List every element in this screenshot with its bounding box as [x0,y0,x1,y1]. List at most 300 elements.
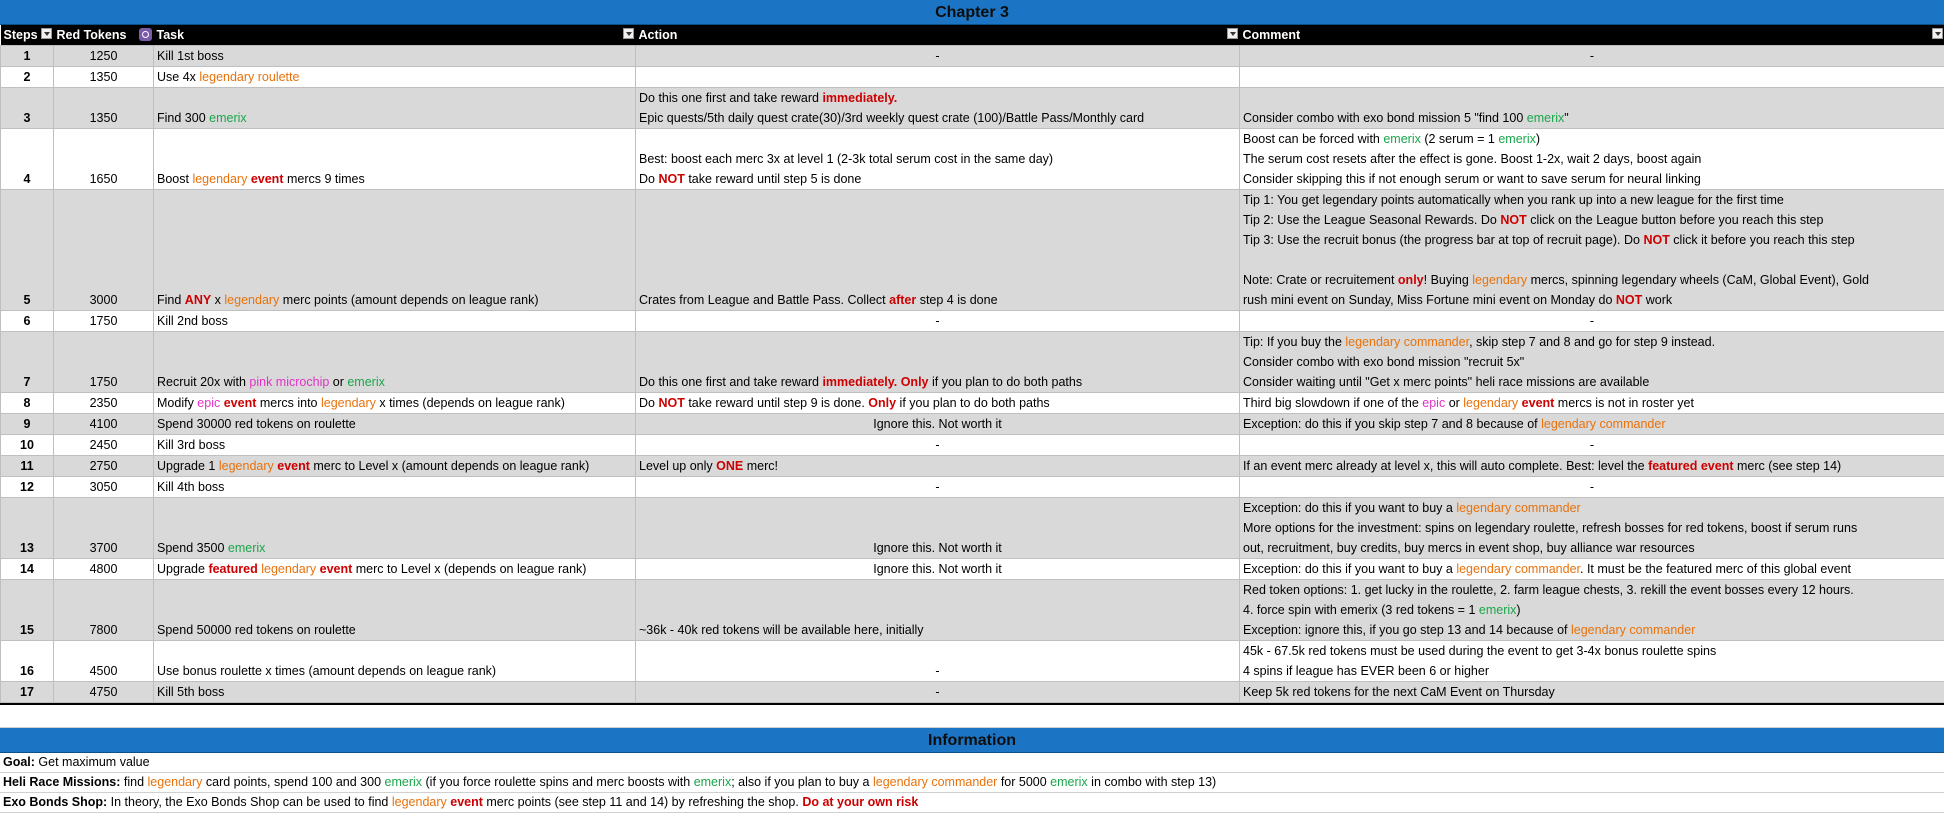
cell-comment[interactable] [1240,559,1944,580]
cell-task[interactable] [154,682,636,703]
cell-line [1243,456,1941,476]
header-action [636,25,1240,46]
cell-red-tokens[interactable]: 1750 [54,311,154,332]
text-segment: - [1590,314,1594,328]
text-segment: Tip 2: Use the League Seasonal Rewards. Do [1243,213,1500,227]
cell-line [639,311,1236,331]
cell-line [1243,46,1941,66]
cell-line [157,414,632,434]
cell-line [157,67,632,87]
cell-line [1243,682,1941,702]
cell-task[interactable] [154,456,636,477]
text-segment: Consider waiting until "Get x merc points" heli race missions are available [1243,375,1649,389]
text-segment: Boost can be forced with [1243,132,1383,146]
table-row [1,641,1944,682]
text-segment: Do [639,396,658,410]
text-segment: legendary commander [873,775,997,789]
text-segment: Find [157,293,185,307]
cell-action[interactable] [636,393,1240,414]
text-segment: emerix [347,375,385,389]
cell-comment[interactable] [1240,311,1944,332]
filter-dropdown-icon[interactable] [623,28,634,39]
text-segment: immediately. [822,91,897,105]
text-segment: featured event [1648,459,1733,473]
text-segment: epic [1422,396,1445,410]
cell-step[interactable]: 6 [1,311,54,332]
cell-red-tokens[interactable]: 3050 [54,477,154,498]
text-segment: immediately. Only [822,375,928,389]
header-red-tokens [54,25,154,46]
text-segment: , skip step 7 and 8 and go for step 9 instead. [1469,335,1715,349]
text-segment: step 4 is done [916,293,997,307]
cell-comment[interactable] [1240,435,1944,456]
cell-line [639,620,1236,640]
text-segment: (2 serum = 1 [1421,132,1498,146]
text-segment: click it before you reach this step [1670,233,1855,247]
cell-red-tokens[interactable]: 1750 [54,332,154,393]
table-row [1,88,1944,129]
table-row [1,332,1944,393]
cell-step[interactable]: 1 [1,46,54,67]
cell-line [1243,290,1941,310]
text-segment: emerix [209,111,247,125]
text-segment: Upgrade [157,562,208,576]
cell-step[interactable]: 9 [1,414,54,435]
cell-line [639,559,1236,579]
text-segment: If an event merc already at level x, this will auto complete. Best: level the [1243,459,1648,473]
info-line[interactable] [0,773,1944,793]
text-segment: work [1642,293,1672,307]
cell-line [1243,210,1941,230]
cell-action[interactable] [636,435,1240,456]
chapter-title: Chapter 3 [0,0,1944,25]
text-segment: Exception: ignore this, if you go step 13 and 14 because of [1243,623,1571,637]
text-segment: legendary commander [1541,417,1665,431]
text-segment: 4 spins if league has EVER been 6 or higher [1243,664,1489,678]
text-segment: Do at your own risk [802,795,918,809]
cell-red-tokens[interactable]: 1250 [54,46,154,67]
cell-line [1243,600,1941,620]
cell-line [157,538,632,558]
cell-comment[interactable] [1240,682,1944,703]
cell-comment[interactable] [1240,67,1944,88]
cell-line [157,620,632,640]
cell-line [1243,414,1941,434]
filter-dropdown-icon[interactable] [1227,28,1238,39]
text-segment: Do this one first and take reward [639,91,822,105]
cell-step[interactable]: 3 [1,88,54,129]
table-row [1,311,1944,332]
text-segment: - [935,438,939,452]
text-segment: Use bonus roulette x times (amount depends on league rank) [157,664,496,678]
text-segment: Tip 3: Use the recruit bonus (the progress bar at top of recruit page). Do [1243,233,1643,247]
cell-action[interactable] [636,641,1240,682]
cell-task[interactable] [154,477,636,498]
cell-line [639,108,1236,128]
text-segment: Exception: do this if you want to buy a [1243,562,1456,576]
cell-red-tokens[interactable]: 4500 [54,641,154,682]
text-segment: legendary [192,172,247,186]
text-segment: legendary [224,293,279,307]
cell-action[interactable] [636,682,1240,703]
cell-comment[interactable] [1240,414,1944,435]
cell-action[interactable] [636,414,1240,435]
text-segment: (if you force roulette spins and merc boosts with [422,775,694,789]
cell-task[interactable] [154,435,636,456]
cell-line [1243,559,1941,579]
text-segment: event [1522,396,1555,410]
cell-task[interactable] [154,67,636,88]
cell-comment[interactable] [1240,477,1944,498]
text-segment: emerix [1527,111,1565,125]
text-segment: Consider combo with exo bond mission 5 "find 100 [1243,111,1527,125]
cell-red-tokens[interactable]: 3000 [54,190,154,311]
cell-action[interactable] [636,311,1240,332]
information-title: Information [0,728,1944,753]
text-segment: Best: boost each merc 3x at level 1 (2-3k total serum cost in the same day) [639,152,1053,166]
text-segment: Tip: If you buy the [1243,335,1345,349]
text-segment: Ignore this. Not worth it [873,541,1002,555]
table-row [1,46,1944,67]
text-segment: mercs, spinning legendary wheels (CaM, Global Event), Gold [1527,273,1869,287]
cell-line [157,682,632,702]
text-segment: Crates from League and Battle Pass. Collect [639,293,889,307]
cell-action[interactable] [636,67,1240,88]
header-task-label: Task [157,28,185,42]
cell-line [157,661,632,681]
info-line[interactable] [0,793,1944,813]
text-segment: Modify [157,396,197,410]
cell-comment[interactable] [1240,332,1944,393]
cell-step[interactable]: 11 [1,456,54,477]
text-segment: Use 4x [157,70,199,84]
table-row [1,682,1944,703]
text-segment: Exo Bonds Shop: [3,795,107,809]
text-segment: Spend 50000 red tokens on roulette [157,623,356,637]
cell-red-tokens[interactable]: 4750 [54,682,154,703]
text-segment: NOT [1643,233,1669,247]
information-section [0,753,1944,813]
text-segment: Kill 3rd boss [157,438,225,452]
cell-line [1243,311,1941,331]
cell-task[interactable] [154,88,636,129]
text-segment: Only [868,396,896,410]
cell-line [1243,169,1941,189]
cell-comment[interactable] [1240,46,1944,67]
cell-step[interactable]: 12 [1,477,54,498]
text-segment: - [935,314,939,328]
text-segment: click on the League button before you reach this step [1527,213,1824,227]
cell-comment[interactable] [1240,641,1944,682]
header-task [154,25,636,46]
text-segment: emerix [385,775,423,789]
cell-line [639,456,1236,476]
table-row [1,129,1944,190]
header-red-tokens-label: Red Tokens [57,28,127,42]
text-segment: emerix [1498,132,1536,146]
text-segment: emerix [1383,132,1421,146]
cell-action[interactable] [636,129,1240,190]
text-segment: emerix [1050,775,1088,789]
cell-line [639,435,1236,455]
text-segment: NOT [1616,293,1642,307]
cell-line [1243,580,1941,600]
text-segment: legendary roulette [199,70,299,84]
text-segment: - [935,685,939,699]
text-segment: legendary [1463,396,1518,410]
cell-red-tokens[interactable]: 2450 [54,435,154,456]
text-segment: ) [1516,603,1520,617]
cell-action[interactable] [636,46,1240,67]
text-segment: Consider skipping this if not enough serum or want to save serum for neural linking [1243,172,1701,186]
text-segment: Get maximum value [35,755,150,769]
text-segment: Level up only [639,459,716,473]
cell-step[interactable]: 16 [1,641,54,682]
text-segment: Kill 2nd boss [157,314,228,328]
text-segment: NOT [658,172,684,186]
cell-comment[interactable] [1240,88,1944,129]
header-action-label: Action [639,28,678,42]
text-segment: after [889,293,916,307]
cell-task[interactable] [154,129,636,190]
text-segment: pink microchip [249,375,329,389]
cell-task[interactable] [154,332,636,393]
text-segment: legendary [261,562,316,576]
text-segment: merc (see step 14) [1734,459,1842,473]
text-segment: legendary commander [1456,562,1580,576]
text-segment: merc to Level x (depends on league rank) [352,562,586,576]
steps-table [0,25,1944,703]
text-segment: if you plan to do both paths [929,375,1083,389]
cell-line [157,393,632,413]
text-segment: ; also if you plan to buy a [731,775,873,789]
cell-line [157,435,632,455]
text-segment: event [450,795,483,809]
table-row [1,498,1944,559]
text-segment: event [277,459,310,473]
table-row [1,435,1944,456]
text-segment: x times (depends on league rank) [376,396,565,410]
cell-line [639,88,1236,108]
text-segment: The serum cost resets after the effect is gone. Boost 1-2x, wait 2 days, boost again [1243,152,1701,166]
text-segment: Goal: [3,755,35,769]
table-row [1,190,1944,311]
text-segment: take reward until step 5 is done [685,172,862,186]
cell-line [157,456,632,476]
text-segment: if you plan to do both paths [896,396,1050,410]
text-segment: merc points (amount depends on league rank) [279,293,538,307]
text-segment: ) [1536,132,1540,146]
cell-line [157,311,632,331]
cell-line [1243,149,1941,169]
cell-action[interactable] [636,559,1240,580]
text-segment: Kill 4th boss [157,480,224,494]
text-segment: out, recruitment, buy credits, buy mercs in event shop, buy alliance war resources [1243,541,1695,555]
text-segment: emerix [228,541,266,555]
text-segment: find [120,775,147,789]
cell-comment[interactable] [1240,129,1944,190]
text-segment: Boost [157,172,192,186]
cell-step[interactable]: 4 [1,129,54,190]
table-row [1,414,1944,435]
text-segment: legendary [392,795,447,809]
text-segment: legendary commander [1345,335,1469,349]
text-segment: NOT [658,396,684,410]
cell-line [1243,661,1941,681]
text-segment: emerix [694,775,732,789]
cell-red-tokens[interactable]: 1350 [54,88,154,129]
cell-line [157,477,632,497]
text-segment: Do this one first and take reward [639,375,822,389]
cell-line [1243,190,1941,210]
cell-line [157,169,632,189]
cell-line [1243,250,1941,270]
text-segment: Spend 3500 [157,541,228,555]
cell-line [157,108,632,128]
cell-comment[interactable] [1240,190,1944,311]
cell-line [639,682,1236,702]
header-steps-label: Steps [4,28,38,42]
text-segment: legendary [219,459,274,473]
text-segment: Ignore this. Not worth it [873,417,1002,431]
text-segment: Third big slowdown if one of the [1243,396,1422,410]
header-steps [1,25,54,46]
cell-line [639,661,1236,681]
cell-line [1243,498,1941,518]
cell-action[interactable] [636,477,1240,498]
cell-red-tokens[interactable]: 4800 [54,559,154,580]
cell-comment[interactable] [1240,456,1944,477]
text-segment: merc to Level x (amount depends on league rank) [310,459,589,473]
cell-comment[interactable] [1240,498,1944,559]
cell-task[interactable] [154,414,636,435]
cell-task[interactable] [154,641,636,682]
text-segment: - [935,480,939,494]
cell-step[interactable]: 5 [1,190,54,311]
text-segment: Epic quests/5th daily quest crate(30)/3rd weekly quest crate (100)/Battle Pass/Monthly card [639,111,1144,125]
cell-task[interactable] [154,559,636,580]
cell-task[interactable] [154,580,636,641]
text-segment: legendary [1472,273,1527,287]
cell-step[interactable]: 17 [1,682,54,703]
cell-action[interactable] [636,456,1240,477]
table-row [1,580,1944,641]
text-segment: In theory, the Exo Bonds Shop can be used to find [107,795,392,809]
text-segment: card points, spend 100 and 300 [202,775,384,789]
cell-action[interactable] [636,498,1240,559]
cell-red-tokens[interactable]: 7800 [54,580,154,641]
table-row [1,559,1944,580]
cell-step[interactable]: 13 [1,498,54,559]
text-segment: x [211,293,224,307]
cell-step[interactable]: 7 [1,332,54,393]
cell-action[interactable] [636,332,1240,393]
text-segment: or [329,375,347,389]
text-segment: " [1564,111,1568,125]
filter-dropdown-icon[interactable] [41,28,52,39]
text-segment: Ignore this. Not worth it [873,562,1002,576]
cell-line [639,372,1236,392]
cell-line [639,169,1236,189]
text-segment: emerix [1479,603,1517,617]
cell-action[interactable] [636,580,1240,641]
text-segment: mercs 9 times [283,172,364,186]
text-segment: event [320,562,353,576]
cell-line [639,538,1236,558]
cell-task[interactable] [154,46,636,67]
cell-red-tokens[interactable]: 4100 [54,414,154,435]
cell-line [1243,538,1941,558]
table-row [1,393,1944,414]
text-segment: - [1590,438,1594,452]
cell-red-tokens[interactable]: 2750 [54,456,154,477]
cell-action[interactable] [636,88,1240,129]
table-body [1,46,1944,703]
cell-action[interactable] [636,190,1240,311]
text-segment: - [935,664,939,678]
cell-line [157,290,632,310]
table-row [1,67,1944,88]
header-comment-label: Comment [1243,28,1301,42]
text-segment: 4. force spin with emerix (3 red tokens = 1 [1243,603,1479,617]
cell-comment[interactable] [1240,580,1944,641]
text-segment: Kill 1st boss [157,49,224,63]
info-line[interactable] [0,753,1944,773]
filter-dropdown-icon[interactable] [1932,28,1943,39]
filter-active-icon[interactable] [139,28,152,41]
cell-line [1243,67,1941,87]
text-segment: Heli Race Missions: [3,775,120,789]
text-segment: legendary commander [1571,623,1695,637]
header-comment [1240,25,1944,46]
cell-line [639,477,1236,497]
text-segment: legendary [148,775,203,789]
cell-red-tokens[interactable]: 3700 [54,498,154,559]
cell-task[interactable] [154,190,636,311]
text-segment: - [1590,480,1594,494]
text-segment: mercs into [256,396,321,410]
cell-line [157,372,632,392]
text-segment: or [1445,396,1463,410]
cell-comment[interactable] [1240,393,1944,414]
cell-line [639,46,1236,66]
text-segment: in combo with step 13) [1088,775,1217,789]
text-segment: . It must be the featured merc of this global event [1580,562,1851,576]
text-segment: Spend 30000 red tokens on roulette [157,417,356,431]
cell-red-tokens[interactable]: 2350 [54,393,154,414]
text-segment: merc! [743,459,778,473]
cell-step[interactable]: 8 [1,393,54,414]
cell-step[interactable]: 10 [1,435,54,456]
cell-task[interactable] [154,393,636,414]
text-segment: Keep 5k red tokens for the next CaM Event on Thursday [1243,685,1555,699]
text-segment: More options for the investment: spins on legendary roulette, refresh bosses for red tokens, boost if serum runs [1243,521,1857,535]
text-segment: legendary commander [1456,501,1580,515]
cell-line [639,67,1236,87]
cell-task[interactable] [154,498,636,559]
text-segment: ~36k - 40k red tokens will be available here, initially [639,623,924,637]
cell-line [1243,129,1941,149]
cell-line [1243,393,1941,413]
cell-task[interactable] [154,311,636,332]
text-segment: legendary [321,396,376,410]
cell-step[interactable]: 2 [1,67,54,88]
text-segment: Recruit 20x with [157,375,249,389]
cell-step[interactable]: 15 [1,580,54,641]
cell-red-tokens[interactable]: 1350 [54,67,154,88]
cell-red-tokens[interactable]: 1650 [54,129,154,190]
cell-step[interactable]: 14 [1,559,54,580]
